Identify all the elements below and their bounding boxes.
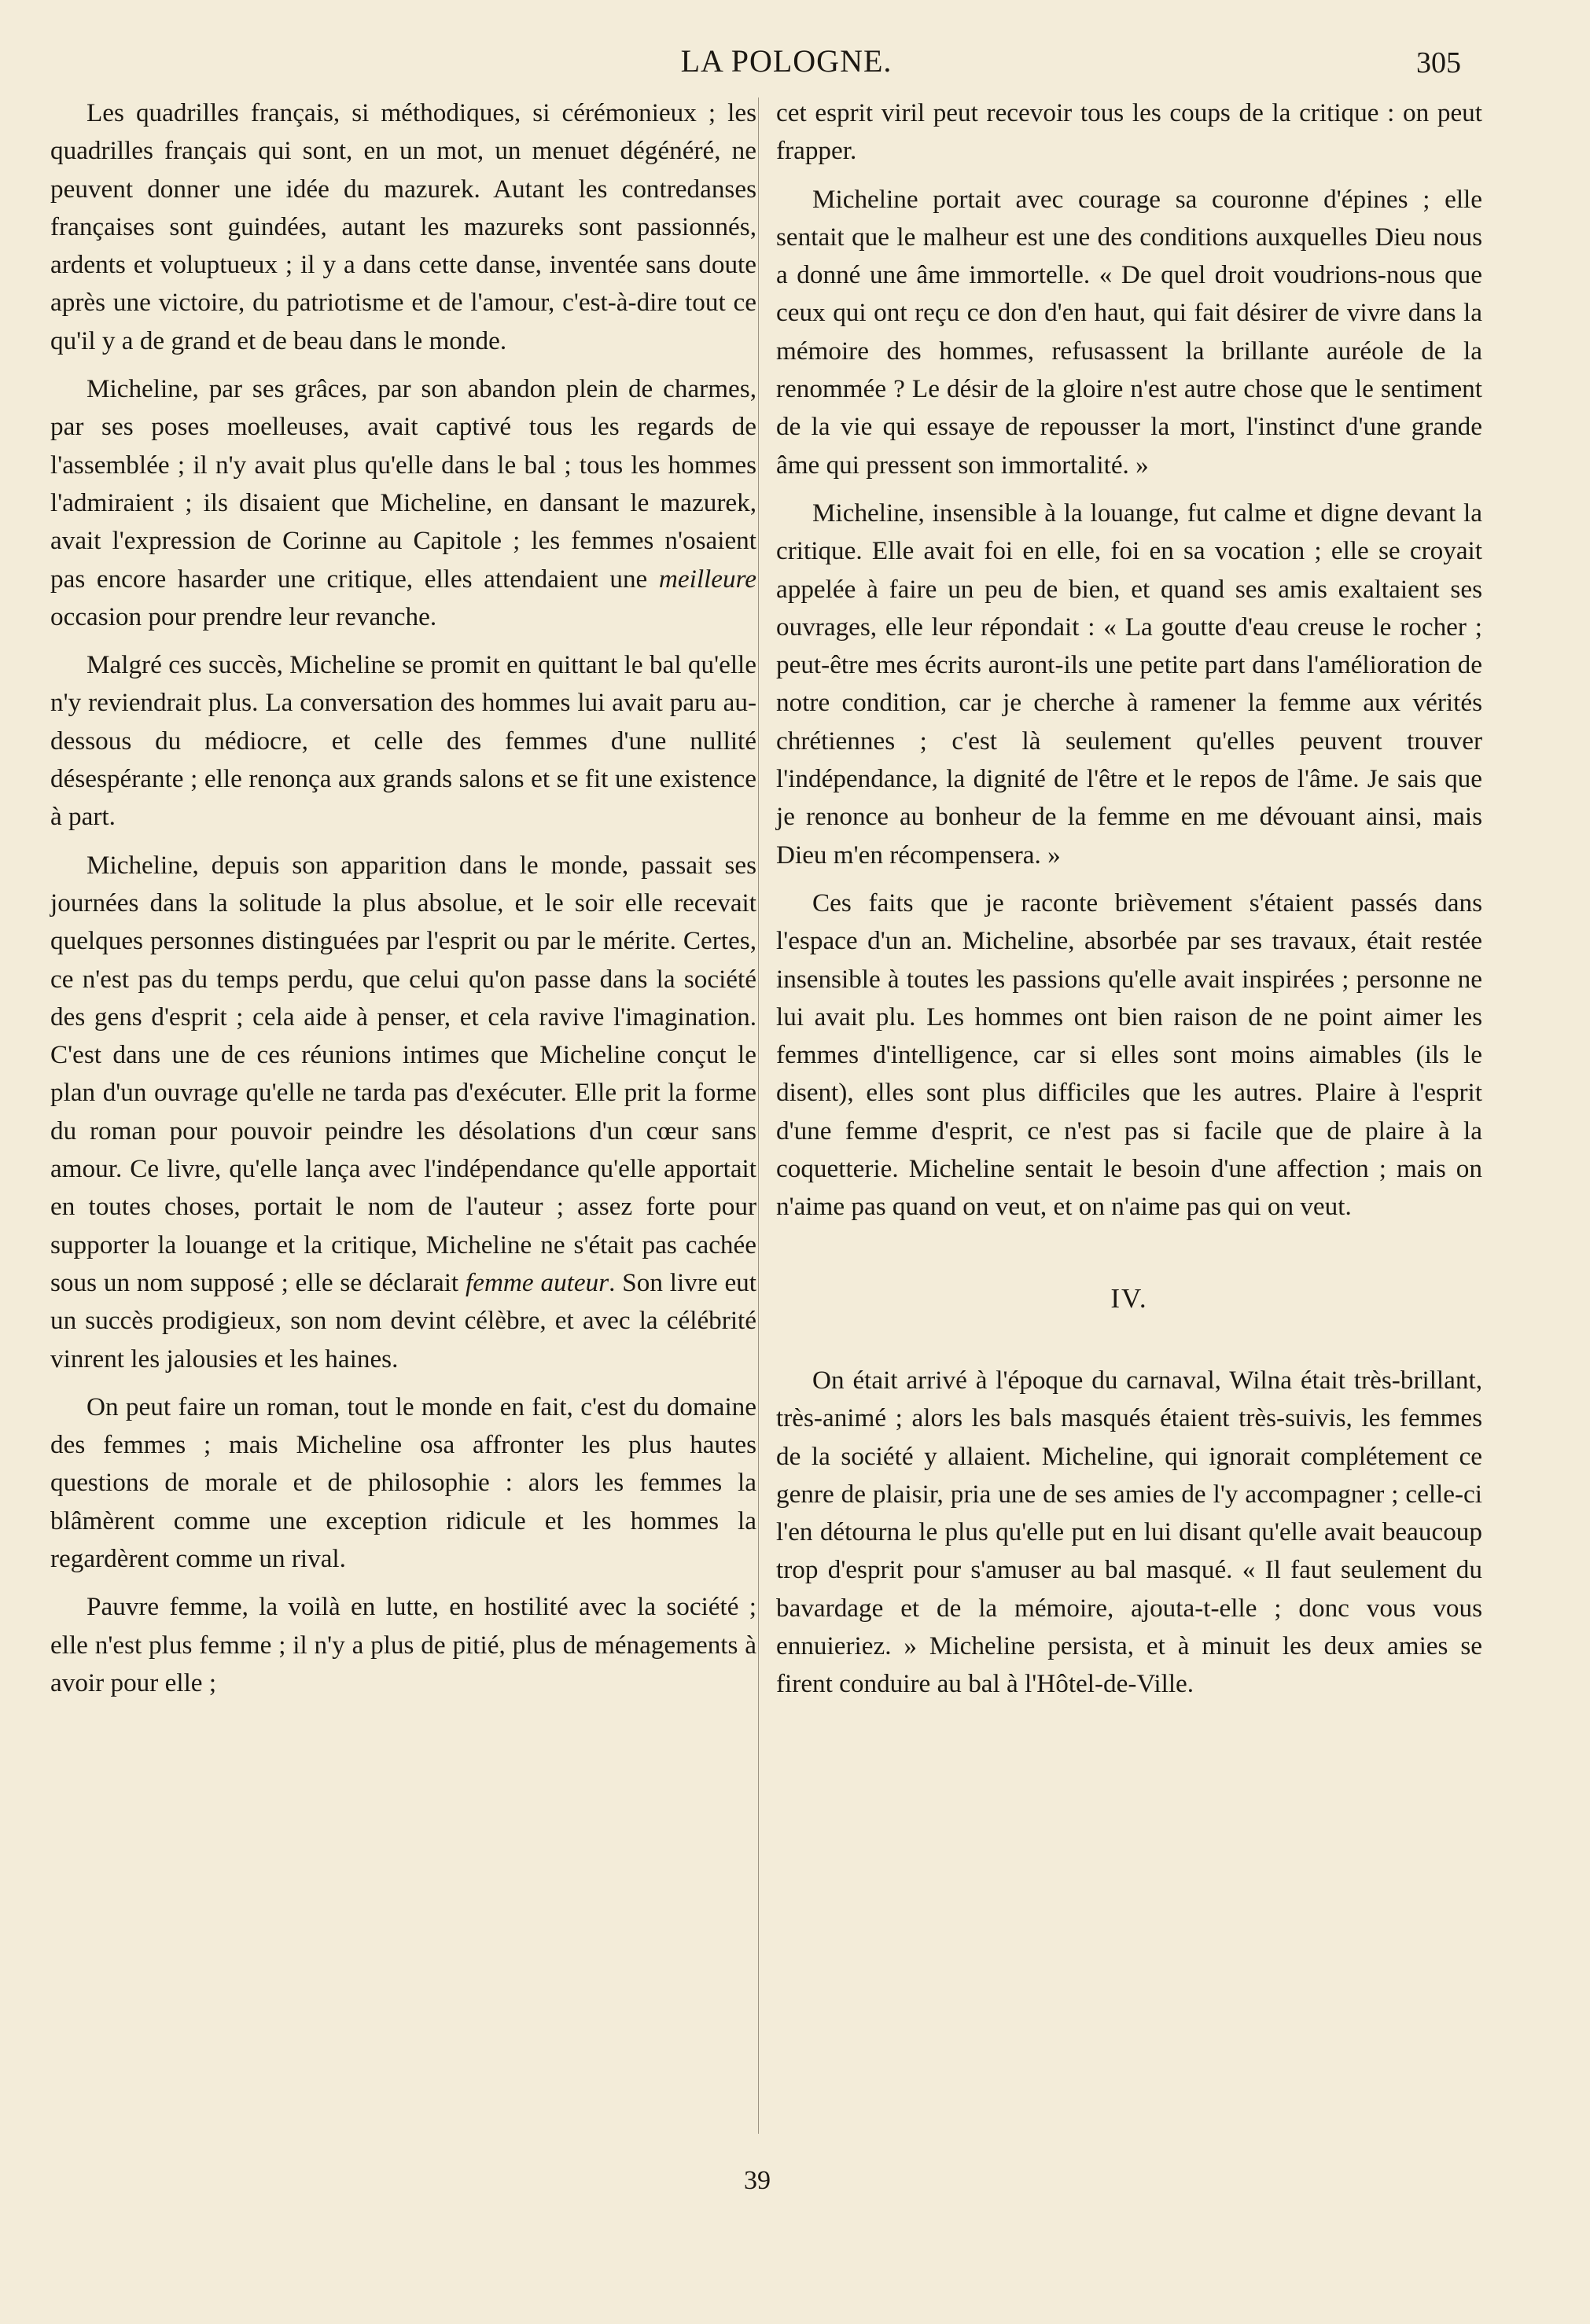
paragraph: Pauvre femme, la voilà en lutte, en hostilité avec la société ; elle n'est plus femme ; il n'y a plus de pitié, plus de ménagements à avoir pour elle ; — [50, 1592, 756, 1697]
signature-mark: 39 — [744, 2166, 771, 2195]
left-column — [50, 94, 756, 1712]
paragraph: Micheline, insensible à la louange, fut calme et digne devant la critique. Elle avait foi en elle, foi en sa vocation ; elle se croyait appelée à faire un peu de bien, et quand ses amis exaltaient ses ouvrages, elle leur répondait : « La goutte d'eau creuse le rocher ; peut-être mes écrits auront-ils une petite part dans l'amélioration de notre condition, car je cherche à ramener la femme aux vérités chrétiennes ; c'est là seulement qu'elles peuvent trouver l'indépendance, la dignité de l'être et le repos de l'âme. Je sais que je renonce au bonheur de la femme en me dévouant ainsi, mais Dieu m'en récompensera. » — [776, 498, 1482, 870]
paragraph: Micheline, par ses grâces, par son abandon plein de charmes, par ses poses moelleuses, avait captivé tous les regards de l'assemblée ; il n'y avait plus qu'elle dans le bal ; tous les hommes l'admiraient ; ils disaient que Micheline, en dansant le mazurek, avait l'expression de Corinne au Capitole ; les femmes n'osaient pas encore hasarder une critique, elles attendaient une meilleure occasion pour prendre leur revanche. — [50, 374, 757, 631]
paragraph: Ces faits que je raconte brièvement s'étaient passés dans l'espace d'un an. Micheline, absorbée par ses travaux, était restée insensible à toutes les passions qu'elle avait inspirées ; personne ne lui avait plu. Les hommes ont bien raison de ne point aimer les femmes d'intelligence, car si elles sont moins aimables (ils le disent), elles sont plus difficiles que les autres. Plaire à l'esprit d'une femme d'esprit, ce n'est pas si facile que de plaire à la coquetterie. Micheline sentait le besoin d'une affection ; mais on n'aime pas quand on veut, et on n'aime pas qui on veut. — [776, 888, 1482, 1222]
section-heading: IV. — [1110, 1282, 1148, 1314]
running-title: LA POLOGNE. — [680, 43, 893, 79]
italic-word: meilleure — [658, 564, 757, 594]
page-header — [47, 42, 1526, 82]
paragraph: On peut faire un roman, tout le monde en fait, c'est du domaine des femmes ; mais Micheline osa affronter les plus hautes questions de morale et de philosophie : alors les femmes la blâmèrent comme une exception ridicule et les hommes la regardèrent comme un rival. — [50, 1392, 756, 1573]
paragraph: Micheline, depuis son apparition dans le monde, passait ses journées dans la solitude la plus absolue, et le soir elle recevait quelques personnes distinguées par l'esprit ou par le mérite. Certes, ce n'est pas du temps perdu, que celui qu'on passe dans la société des gens d'esprit ; cela aide à penser, et cela ravive l'imagination. C'est dans une de ces réunions intimes que Micheline conçut le plan d'un ouvrage qu'elle ne tarda pas d'exécuter. Elle prit la forme du roman pour pouvoir peindre les désolations d'un cœur sans amour. Ce livre, qu'elle lança avec l'indépendance qu'elle apportait en toutes choses, portait le nom de l'auteur ; assez forte pour supporter la louange et la critique, Micheline ne s'était pas cachée sous un nom supposé ; elle se déclarait femme auteur. Son livre eut un succès prodigieux, son nom devint célèbre, et avec la célébrité vinrent les jalousies et les haines. — [50, 850, 756, 1373]
column-divider — [758, 97, 759, 2134]
paragraph-continued: cet esprit viril peut recevoir tous les coups de la critique : on peut frapper. — [776, 98, 1482, 166]
right-column — [776, 94, 1482, 1714]
paragraph: Les quadrilles français, si méthodiques, si cérémonieux ; les quadrilles français qui sont, en un mot, un menuet dégénéré, ne peuvent donner une idée du mazurek. Autant les contredanses françaises sont guindées, autant les mazureks sont passionnés, ardents et voluptueux ; il y a dans cette danse, inventée sans doute après une victoire, du patriotisme et de l'amour, c'est-à-dire tout ce qu'il y a de grand et de beau dans le monde. — [50, 98, 756, 355]
italic-phrase: femme auteur — [466, 1267, 609, 1297]
page-number: 305 — [1416, 46, 1461, 79]
paragraph: Micheline portait avec courage sa couronne d'épines ; elle sentait que le malheur est une des conditions auxquelles Dieu nous a donné une âme immortelle. « De quel droit voudrions-nous que ceux qui ont reçu ce don d'en haut, qui fait désirer de vivre dans la mémoire des hommes, refusassent la brillante auréole de la renommée ? Le désir de la gloire n'est autre chose que le sentiment de la vie qui essaye de repousser la mort, l'instinct d'une grande âme qui pressent son immortalité. » — [776, 184, 1482, 480]
paragraph: Malgré ces succès, Micheline se promit en quittant le bal qu'elle n'y reviendrait plus. La conversation des hommes lui avait paru au-dessous du médiocre, et celle des femmes d'une nullité désespérante ; elle renonça aux grands salons et se fit une existence à part. — [50, 650, 756, 832]
paragraph: On était arrivé à l'époque du carnaval, Wilna était très-brillant, très-animé ; alors les bals masqués étaient très-suivis, les femmes de la société y allaient. Micheline, qui ignorait complétement ce genre de plaisir, pria une de ses amies de l'y accompagner ; celle-ci l'en détourna le plus qu'elle put en lui disant qu'elle avait beaucoup trop d'esprit pour s'amuser au bal masqué. « Il faut seulement du bavardage et de la mémoire, ajouta-t-elle ; donc vous vous ennuieriez. » Micheline persista, et à minuit les deux amies se firent conduire au bal à l'Hôtel-de-Ville. — [776, 1365, 1482, 1699]
